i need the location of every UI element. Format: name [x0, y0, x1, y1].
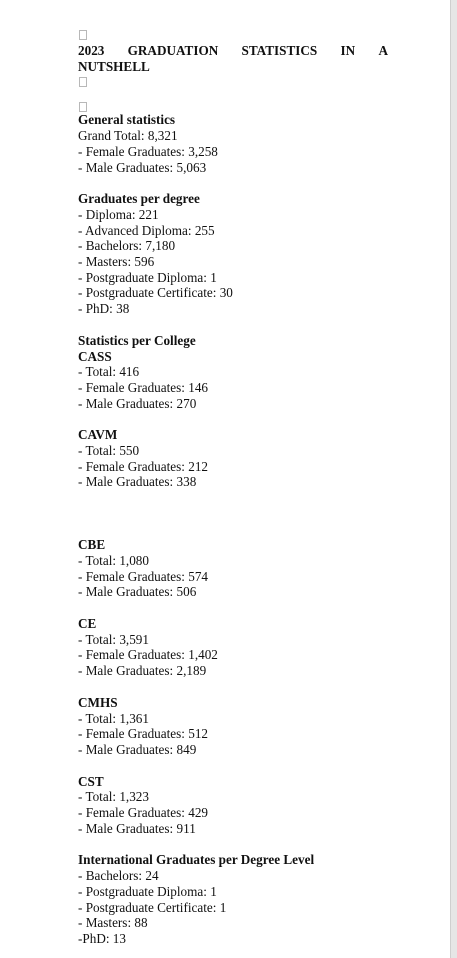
stat-line: - Postgraduate Certificate: 1: [78, 899, 227, 915]
stat-line: - Total: 3,591: [78, 631, 149, 647]
stat-line: Grand Total: 8,321: [78, 128, 178, 144]
missing-glyph-icon: [79, 77, 87, 87]
stat-line: - Total: 1,080: [78, 552, 149, 568]
stat-line: - Female Graduates: 3,258: [78, 143, 218, 159]
college-name: CAVM: [78, 427, 118, 443]
title-word: A: [378, 43, 388, 58]
stat-line: - Bachelors: 7,180: [78, 238, 176, 254]
title-line-2: NUTSHELL: [78, 58, 150, 74]
document-content: [78, 30, 388, 947]
stat-line: - PhD: 38: [78, 301, 130, 317]
college-name: CE: [78, 615, 97, 631]
stat-line: - Male Graduates: 849: [78, 741, 197, 757]
title-word: GRADUATION: [127, 43, 219, 58]
stat-line: -PhD: 13: [78, 930, 126, 946]
stat-line: - Bachelors: 24: [78, 868, 159, 884]
stat-line: - Advanced Diploma: 255: [78, 222, 215, 238]
stat-line: - Total: 416: [78, 364, 140, 380]
stat-line: - Total: 1,361: [78, 710, 149, 726]
stat-line: - Female Graduates: 429: [78, 805, 209, 821]
title-word: STATISTICS: [241, 43, 318, 58]
stat-line: - Male Graduates: 270: [78, 395, 197, 411]
stat-line: - Female Graduates: 212: [78, 458, 209, 474]
title-word: IN: [340, 43, 356, 58]
section-heading-general: General statistics: [78, 112, 176, 128]
stat-line: - Postgraduate Diploma: 1: [78, 883, 217, 899]
stat-line: - Female Graduates: 146: [78, 379, 209, 395]
college-name: CASS: [78, 348, 112, 364]
stat-line: - Female Graduates: 512: [78, 726, 209, 742]
section-heading-degree: Graduates per degree: [78, 191, 200, 207]
college-name: CMHS: [78, 694, 118, 710]
missing-glyph-icon: [79, 102, 87, 112]
stat-line: - Postgraduate Certificate: 30: [78, 285, 233, 301]
stat-line: - Total: 550: [78, 443, 140, 459]
stat-line: - Male Graduates: 5,063: [78, 159, 207, 175]
stat-line: - Male Graduates: 338: [78, 474, 197, 490]
college-name: CST: [78, 773, 104, 789]
stat-line: - Male Graduates: 911: [78, 820, 196, 836]
stat-line: - Total: 1,323: [78, 789, 149, 805]
stat-line: - Female Graduates: 1,402: [78, 647, 218, 663]
college-name: CBE: [78, 537, 106, 553]
stat-line: - Male Graduates: 506: [78, 584, 197, 600]
stat-line: - Postgraduate Diploma: 1: [78, 269, 217, 285]
section-heading-college: Statistics per College: [78, 332, 196, 348]
section-heading-international: International Graduates per Degree Level: [78, 852, 315, 868]
stat-line: - Diploma: 221: [78, 206, 159, 222]
page-title: [78, 43, 388, 74]
missing-glyph-icon: [79, 30, 87, 40]
stat-line: - Masters: 88: [78, 915, 148, 931]
stat-line: - Masters: 596: [78, 254, 155, 270]
stat-line: - Female Graduates: 574: [78, 568, 209, 584]
title-word: 2023: [78, 43, 105, 58]
stat-line: - Male Graduates: 2,189: [78, 663, 207, 679]
